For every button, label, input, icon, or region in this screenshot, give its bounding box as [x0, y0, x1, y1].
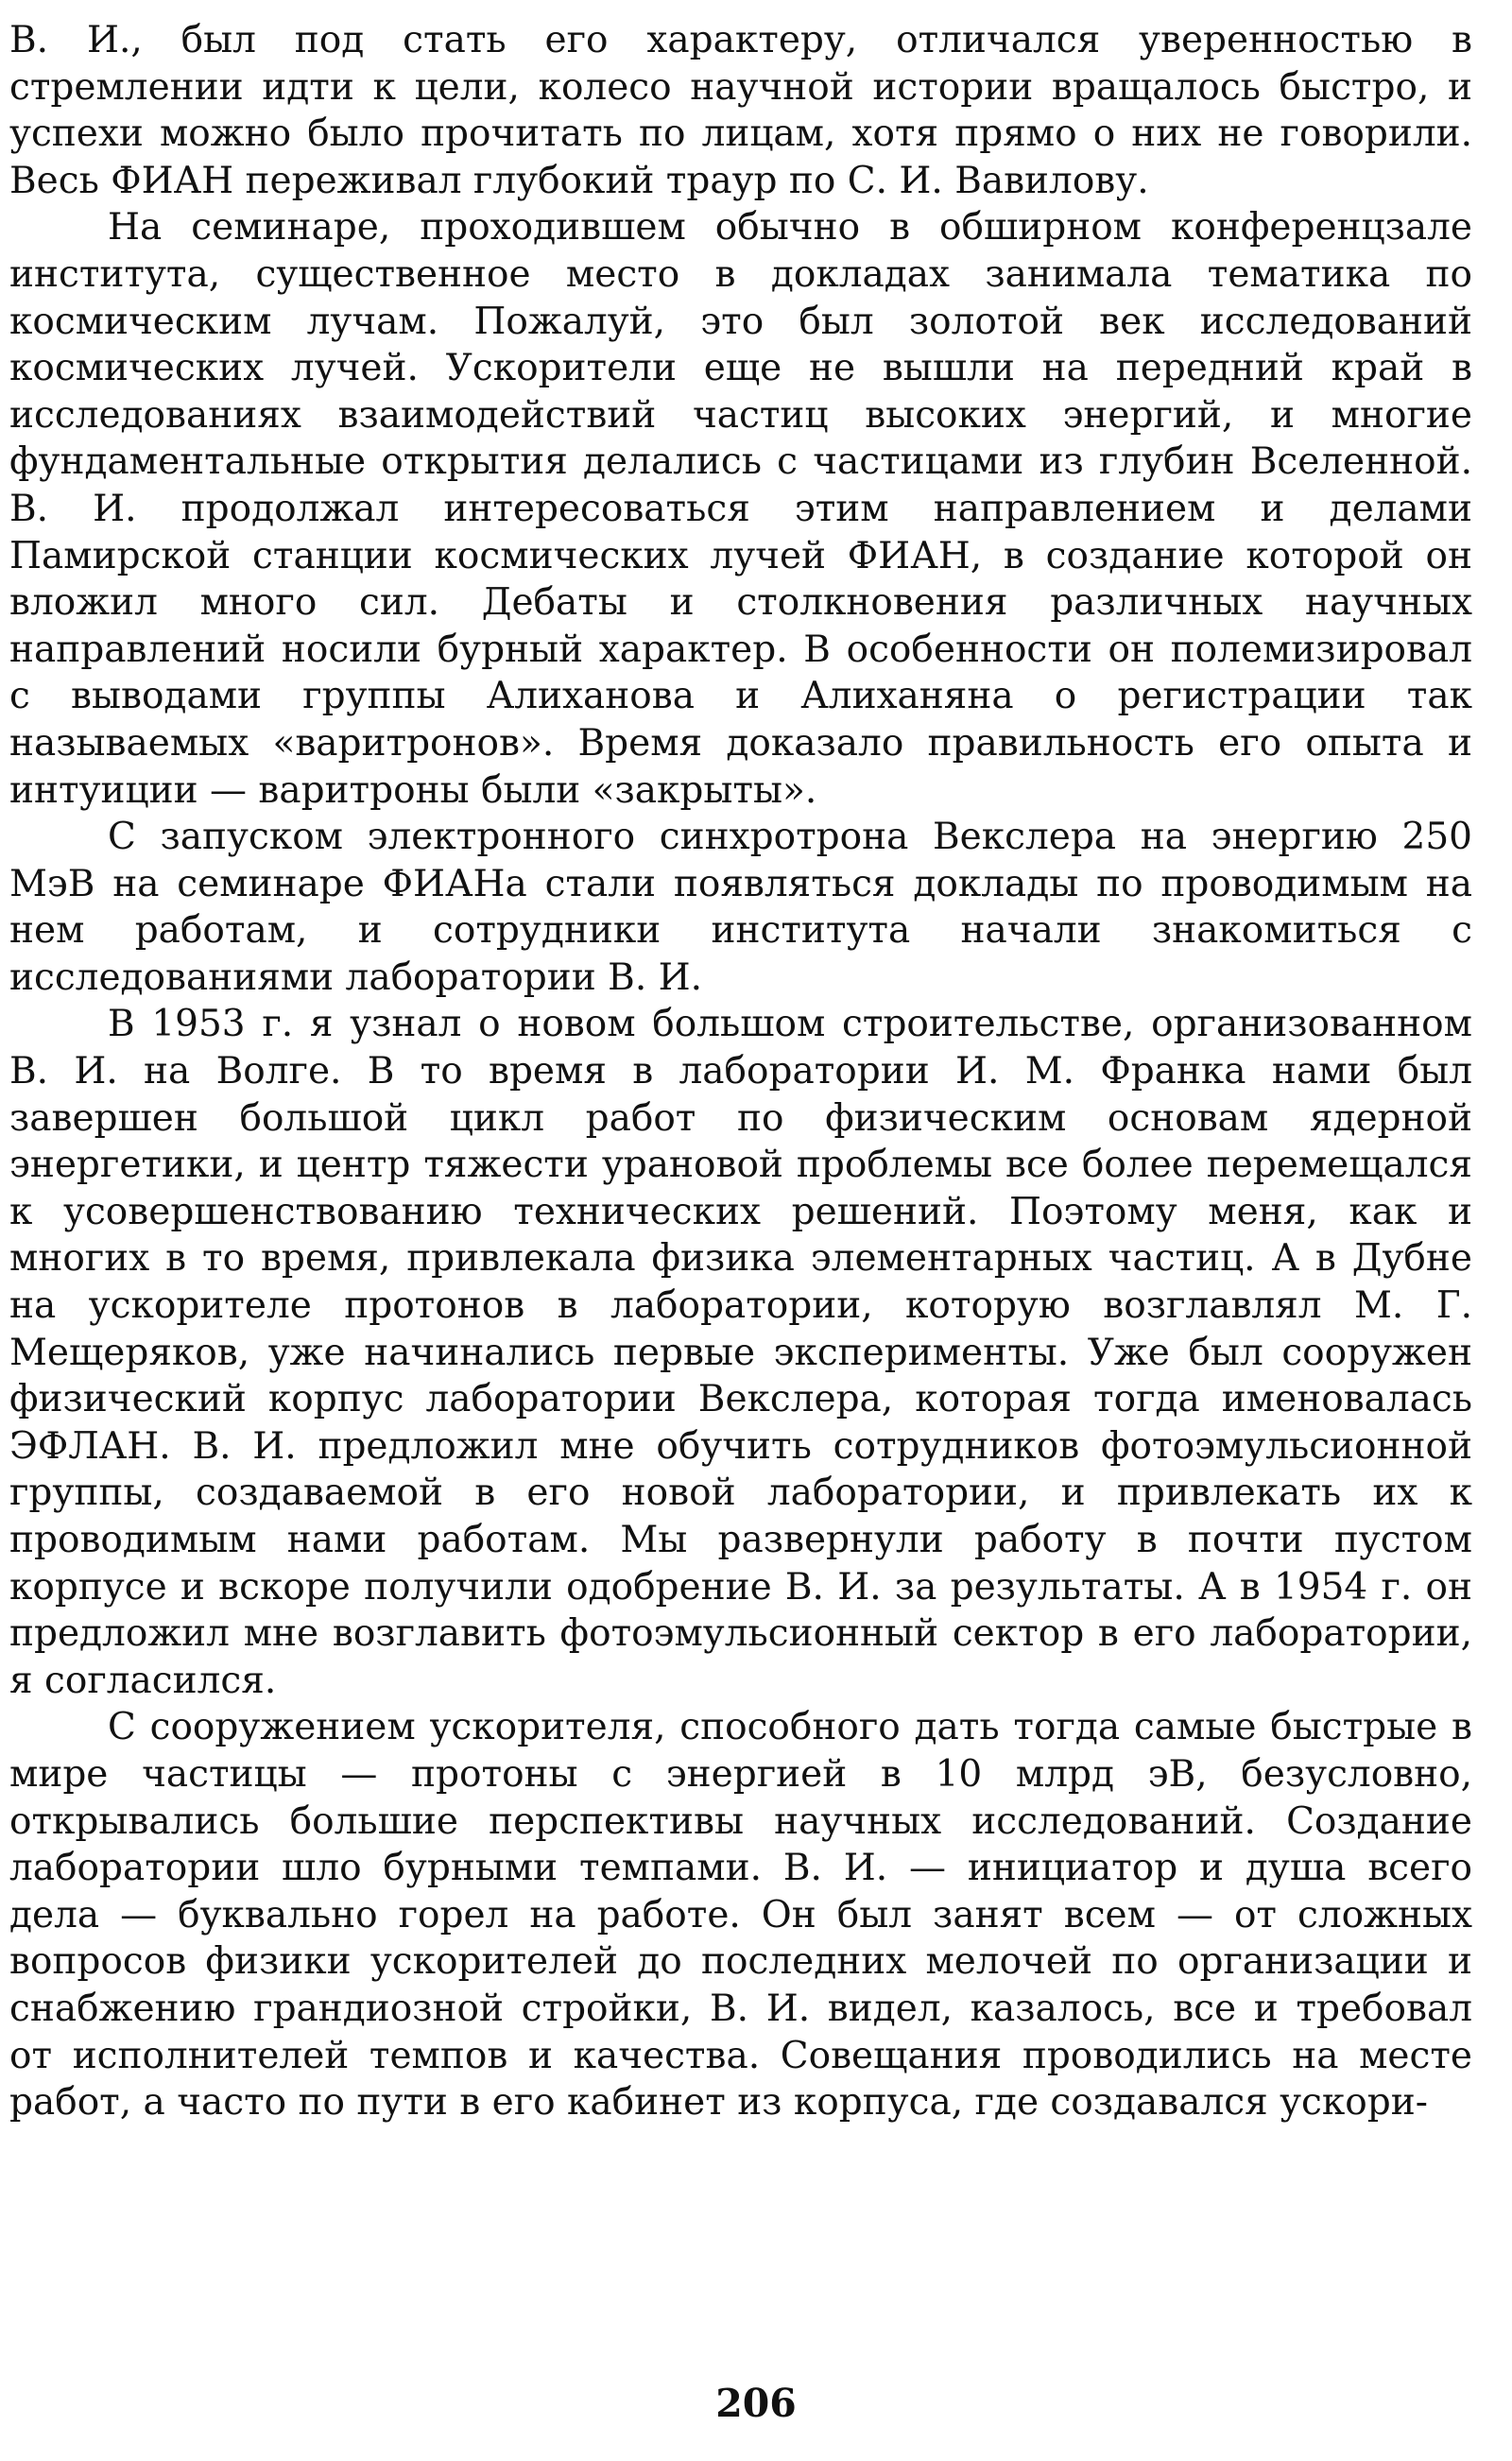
- body-text: [9, 17, 1472, 2126]
- paragraph-5-accelerator: С сооружением ускорителя, способного дать тогда самые быстрые в мире частицы — протоны с энергией в 10 млрд эВ, безусловно, открывались большие перспективы научных исследований. Создание лаборатории шло бурными темпами. В. И. — инициатор и душа всего дела — буквально горел на работе. Он был занят всем — от сложных вопросов физики ускорителей до последних мелочей по организации и снабжению грандиозной стройки, В. И. видел, казалось, все и требовал от исполнителей темпов и качества. Совещания проводились на месте работ, а часто по пути в его кабинет из корпуса, где создавался ускори-: [9, 1706, 1472, 2125]
- paragraph-1-continued: В. И., был под стать его характеру, отличался уверенностью в стремлении идти к цели, колесо научной истории вращалось быстро, и успехи можно было прочитать по лицам, хотя прямо о них не говорили. Весь ФИАН переживал глубокий траур по С. И. Вавилову.: [9, 19, 1472, 202]
- paragraph-4-dubna: В 1953 г. я узнал о новом большом строительстве, организованном В. И. на Волге. В то время в лаборатории И. М. Франка нами был завершен большой цикл работ по физическим основам ядерной энергетики, и центр тяжести урановой проблемы все более перемещался к усовершенствованию технических решений. Поэтому меня, как и многих в то время, привлекала физика элементарных частиц. А в Дубне на ускорителе протонов в лаборатории, которую возглавлял М. Г. Мещеряков, уже начинались первые эксперименты. Уже был сооружен физический корпус лаборатории Векслера, которая тогда именовалась ЭФЛАН. В. И. предложил мне обучить сотрудников фотоэмульсионной группы, создаваемой в его новой лаборатории, и привлекать их к проводимым нами работам. Мы развернули работу в почти пустом корпусе и вскоре получили одобрение В. И. за результаты. А в 1954 г. он предложил мне возглавить фотоэмульсионный сектор в его лаборатории, я согласился.: [9, 1003, 1472, 1702]
- paragraph-3-synchrotron: С запуском электронного синхротрона Векслера на энергию 250 МэВ на семинаре ФИАНа стали появляться доклады по проводимым на нем работам, и сотрудники института начали знакомиться с исследованиями лаборатории В. И.: [9, 816, 1472, 999]
- page-number: 206: [715, 2381, 797, 2426]
- paragraph-2-seminar: На семинаре, проходившем обычно в обширном конференцзале института, существенное место в докладах занимала тематика по космическим лучам. Пожалуй, это был золотой век исследований космических лучей. Ускорители еще не вышли на передний край в исследованиях взаимодействий частиц высоких энергий, и многие фундаментальные открытия делались с частицами из глубин Вселенной. В. И. продолжал интересоваться этим направлением и делами Памирской станции космических лучей ФИАН, в создание которой он вложил много сил. Дебаты и столкновения различных научных направлений носили бурный характер. В особенности он полемизировал с выводами группы Алиханова и Алиханяна о регистрации так называемых «варитронов». Время доказало правильность его опыта и интуиции — варитроны были «закрыты».: [9, 206, 1472, 812]
